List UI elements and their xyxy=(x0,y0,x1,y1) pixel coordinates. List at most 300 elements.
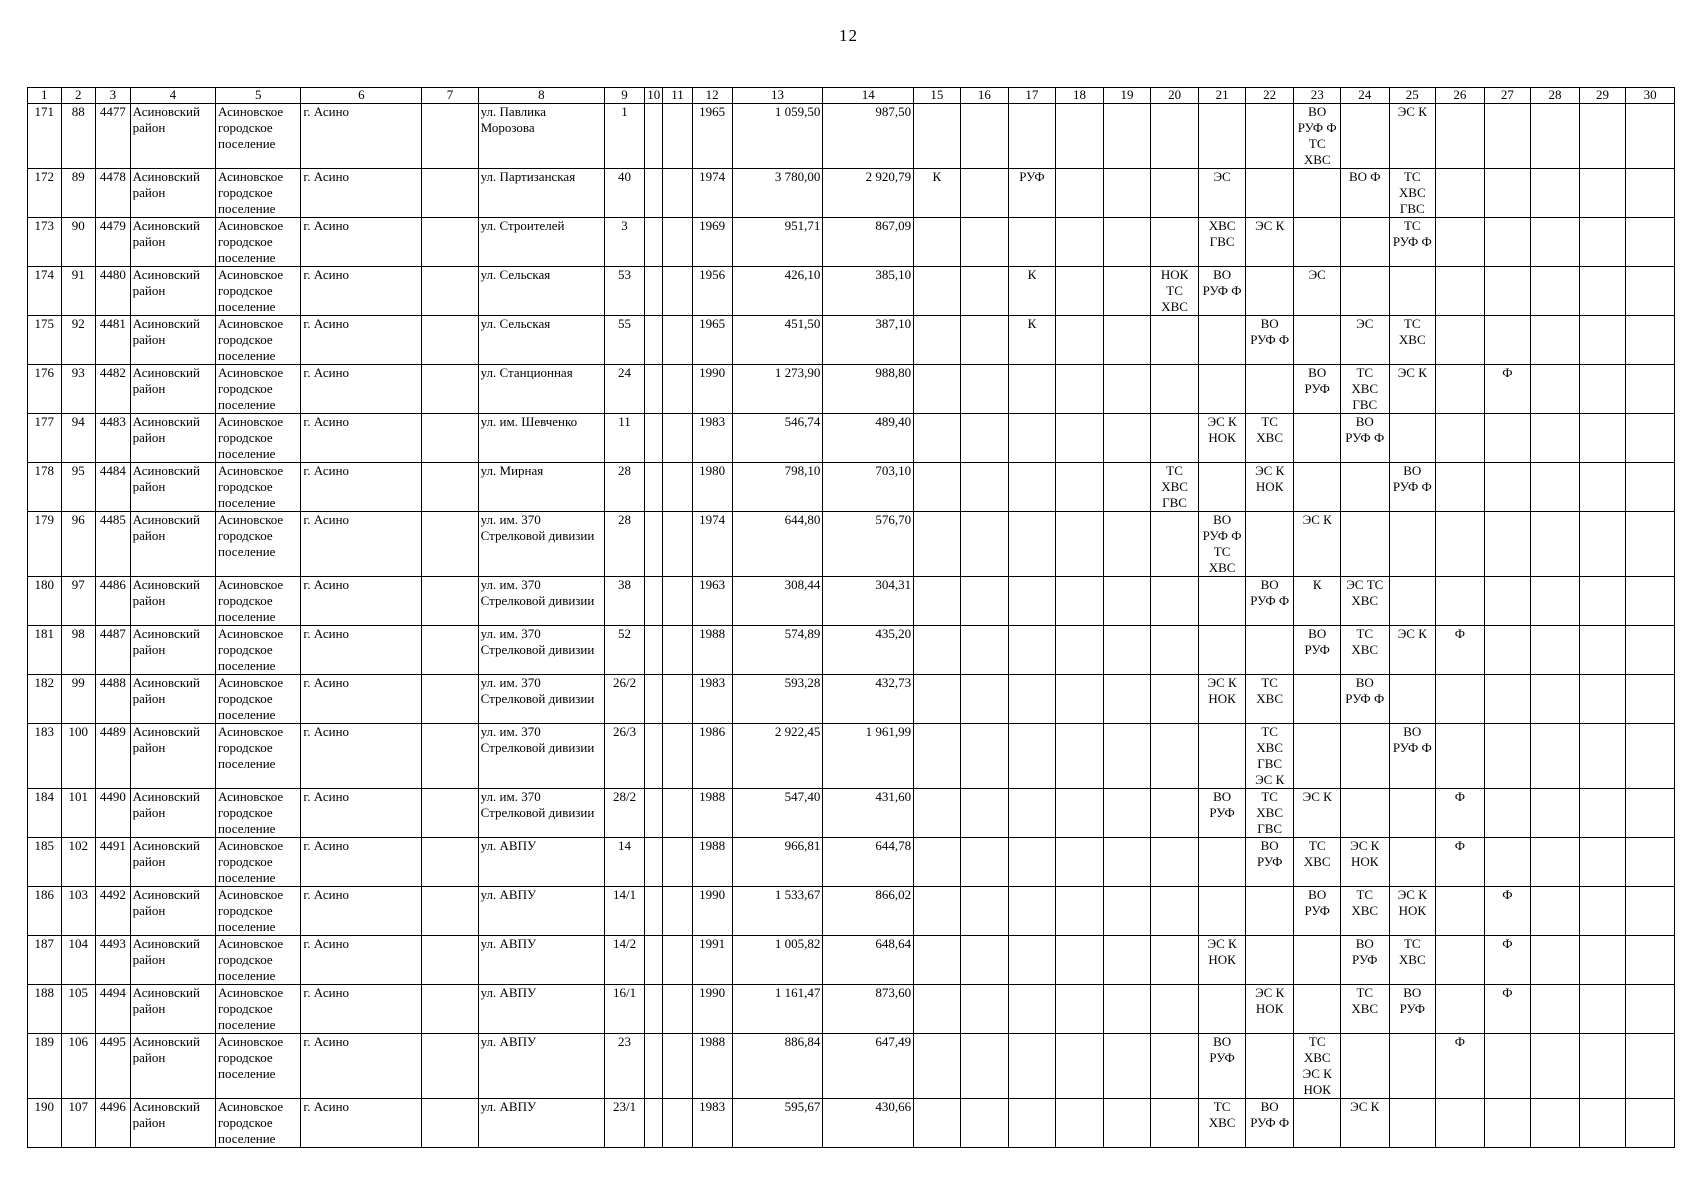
cell-col-1 xyxy=(28,463,62,512)
cell-col-3 xyxy=(96,789,131,838)
cell-col-3 xyxy=(96,218,131,267)
cell-col-9 xyxy=(605,887,645,936)
cell-col-5 xyxy=(216,316,301,365)
cell-col-4 xyxy=(130,577,215,626)
cell-text: 100 xyxy=(68,724,89,739)
cell-text: 574,89 xyxy=(784,626,821,641)
cell-text: 24 xyxy=(618,365,632,380)
cell-col-24 xyxy=(1340,577,1389,626)
cell-col-8 xyxy=(478,985,604,1034)
cell-col-16 xyxy=(960,267,1009,316)
cell-col-23 xyxy=(1294,316,1340,365)
cell-text: ЭС К xyxy=(1255,218,1285,233)
cell-text: ТС ХВС ГВС ЭС К xyxy=(1255,724,1285,787)
cell-col-21 xyxy=(1199,267,1245,316)
cell-col-26 xyxy=(1436,512,1485,577)
cell-col-23 xyxy=(1294,512,1340,577)
cell-col-18 xyxy=(1055,626,1104,675)
cell-col-16 xyxy=(960,463,1009,512)
cell-col-30 xyxy=(1626,218,1675,267)
cell-col-9 xyxy=(605,218,645,267)
cell-col-27 xyxy=(1484,267,1530,316)
cell-col-4 xyxy=(130,838,215,887)
cell-col-27 xyxy=(1484,104,1530,169)
cell-col-20 xyxy=(1150,365,1199,414)
cell-col-15 xyxy=(914,1099,960,1148)
cell-text: ул. АВПУ xyxy=(480,1099,537,1114)
cell-text: 3 780,00 xyxy=(774,169,821,184)
cell-col-24 xyxy=(1340,936,1389,985)
cell-col-23 xyxy=(1294,169,1340,218)
cell-text: ТС ХВС ЭС К НОК xyxy=(1302,1034,1332,1097)
cell-text: ул. им. 370 Стрелковой дивизии xyxy=(480,724,595,755)
table-row xyxy=(28,985,1675,1034)
cell-col-12 xyxy=(692,365,732,414)
cell-col-18 xyxy=(1055,887,1104,936)
cell-col-19 xyxy=(1104,104,1150,169)
column-header-30: 30 xyxy=(1626,88,1675,104)
cell-col-12 xyxy=(692,463,732,512)
cell-col-24 xyxy=(1340,626,1389,675)
cell-col-29 xyxy=(1579,887,1625,936)
cell-col-7 xyxy=(422,316,478,365)
cell-col-26 xyxy=(1436,414,1485,463)
cell-col-6 xyxy=(301,512,422,577)
cell-text: 644,80 xyxy=(784,512,821,527)
cell-col-21 xyxy=(1199,577,1245,626)
cell-col-20 xyxy=(1150,104,1199,169)
cell-col-28 xyxy=(1531,267,1580,316)
cell-col-3 xyxy=(96,838,131,887)
cell-col-11 xyxy=(663,104,692,169)
cell-col-10 xyxy=(645,316,663,365)
cell-text: 105 xyxy=(68,985,89,1000)
cell-col-27 xyxy=(1484,512,1530,577)
cell-text: 14/2 xyxy=(612,936,637,951)
cell-text: 387,10 xyxy=(875,316,912,331)
cell-text: 102 xyxy=(68,838,89,853)
cell-col-28 xyxy=(1531,463,1580,512)
cell-col-7 xyxy=(422,1034,478,1099)
cell-col-14 xyxy=(823,169,914,218)
column-header-17: 17 xyxy=(1009,88,1055,104)
cell-text: 1988 xyxy=(699,626,726,641)
cell-col-22 xyxy=(1245,365,1294,414)
cell-text: ул. Сельская xyxy=(480,267,551,282)
cell-col-23 xyxy=(1294,577,1340,626)
data-table xyxy=(27,87,1675,1148)
cell-col-11 xyxy=(663,316,692,365)
cell-col-5 xyxy=(216,675,301,724)
cell-text: Асиновское городское поселение xyxy=(218,675,284,722)
cell-col-2 xyxy=(61,675,96,724)
cell-col-28 xyxy=(1531,104,1580,169)
cell-col-13 xyxy=(732,577,823,626)
cell-col-10 xyxy=(645,267,663,316)
table-row xyxy=(28,887,1675,936)
cell-text: ул. им. 370 Стрелковой дивизии xyxy=(480,626,595,657)
cell-text: 1 961,99 xyxy=(865,724,912,739)
cell-col-19 xyxy=(1104,365,1150,414)
cell-col-19 xyxy=(1104,169,1150,218)
cell-col-12 xyxy=(692,169,732,218)
cell-col-15 xyxy=(914,838,960,887)
cell-col-9 xyxy=(605,104,645,169)
cell-text: 23/1 xyxy=(612,1099,637,1114)
cell-col-20 xyxy=(1150,887,1199,936)
table-row xyxy=(28,936,1675,985)
cell-text: 867,09 xyxy=(875,218,912,233)
cell-text: Ф xyxy=(1454,789,1465,804)
cell-text: ТС ХВС xyxy=(1398,936,1426,967)
cell-col-21 xyxy=(1199,1099,1245,1148)
cell-text: г. Асино xyxy=(303,675,350,690)
cell-text: Асиновское городское поселение xyxy=(218,463,284,510)
column-header-15: 15 xyxy=(914,88,960,104)
cell-text: 1988 xyxy=(699,1034,726,1049)
cell-text: 873,60 xyxy=(875,985,912,1000)
cell-col-30 xyxy=(1626,985,1675,1034)
cell-col-18 xyxy=(1055,169,1104,218)
cell-col-15 xyxy=(914,577,960,626)
cell-col-20 xyxy=(1150,577,1199,626)
cell-text: 1969 xyxy=(699,218,726,233)
cell-col-26 xyxy=(1436,1099,1485,1148)
cell-col-9 xyxy=(605,577,645,626)
cell-text: 4485 xyxy=(99,512,126,527)
cell-col-28 xyxy=(1531,887,1580,936)
cell-col-16 xyxy=(960,887,1009,936)
cell-col-28 xyxy=(1531,1099,1580,1148)
cell-col-1 xyxy=(28,626,62,675)
cell-col-30 xyxy=(1626,577,1675,626)
cell-col-13 xyxy=(732,267,823,316)
cell-col-28 xyxy=(1531,1034,1580,1099)
cell-text: Ф xyxy=(1454,626,1465,641)
cell-col-4 xyxy=(130,104,215,169)
cell-col-2 xyxy=(61,169,96,218)
column-header-5: 5 xyxy=(216,88,301,104)
cell-col-5 xyxy=(216,724,301,789)
cell-col-19 xyxy=(1104,267,1150,316)
cell-text: 304,31 xyxy=(875,577,912,592)
cell-col-1 xyxy=(28,936,62,985)
cell-col-3 xyxy=(96,626,131,675)
cell-col-11 xyxy=(663,887,692,936)
cell-col-27 xyxy=(1484,936,1530,985)
cell-col-29 xyxy=(1579,104,1625,169)
cell-text: Асиновский район xyxy=(132,1034,200,1065)
cell-col-19 xyxy=(1104,838,1150,887)
cell-text: ЭС К xyxy=(1397,365,1427,380)
cell-text: 1990 xyxy=(699,887,726,902)
cell-col-22 xyxy=(1245,985,1294,1034)
cell-col-7 xyxy=(422,577,478,626)
cell-col-16 xyxy=(960,936,1009,985)
cell-col-22 xyxy=(1245,1099,1294,1148)
cell-col-18 xyxy=(1055,463,1104,512)
cell-col-23 xyxy=(1294,104,1340,169)
cell-text: 11 xyxy=(618,414,631,429)
cell-col-21 xyxy=(1199,169,1245,218)
cell-col-28 xyxy=(1531,724,1580,789)
cell-col-7 xyxy=(422,838,478,887)
cell-col-21 xyxy=(1199,724,1245,789)
cell-col-19 xyxy=(1104,936,1150,985)
cell-col-16 xyxy=(960,675,1009,724)
cell-text: ХВС ГВС xyxy=(1208,218,1236,249)
cell-text: ул. Партизанская xyxy=(480,169,576,184)
cell-col-21 xyxy=(1199,512,1245,577)
cell-col-2 xyxy=(61,316,96,365)
cell-col-29 xyxy=(1579,365,1625,414)
table-row xyxy=(28,463,1675,512)
cell-col-1 xyxy=(28,414,62,463)
cell-text: Асиновское городское поселение xyxy=(218,365,284,412)
cell-text: 798,10 xyxy=(784,463,821,478)
cell-text: 4491 xyxy=(99,838,126,853)
cell-col-8 xyxy=(478,724,604,789)
column-header-12: 12 xyxy=(692,88,732,104)
cell-text: Асиновский район xyxy=(132,675,200,706)
cell-text: ЭС К xyxy=(1397,104,1427,119)
cell-col-25 xyxy=(1389,365,1435,414)
cell-col-16 xyxy=(960,985,1009,1034)
column-header-4: 4 xyxy=(130,88,215,104)
cell-text: ул. Павлика Морозова xyxy=(480,104,546,135)
cell-col-8 xyxy=(478,838,604,887)
cell-col-29 xyxy=(1579,1099,1625,1148)
cell-col-25 xyxy=(1389,414,1435,463)
cell-col-5 xyxy=(216,169,301,218)
cell-col-22 xyxy=(1245,577,1294,626)
cell-text: 95 xyxy=(71,463,85,478)
cell-col-25 xyxy=(1389,512,1435,577)
cell-col-1 xyxy=(28,169,62,218)
cell-col-13 xyxy=(732,414,823,463)
cell-text: ЭС К НОК xyxy=(1397,887,1427,918)
cell-text: 40 xyxy=(618,169,632,184)
cell-col-5 xyxy=(216,1099,301,1148)
cell-text: ВО РУФ Ф xyxy=(1250,316,1290,347)
cell-col-1 xyxy=(28,985,62,1034)
cell-col-24 xyxy=(1340,365,1389,414)
cell-col-28 xyxy=(1531,169,1580,218)
cell-col-1 xyxy=(28,724,62,789)
cell-col-17 xyxy=(1009,838,1055,887)
cell-text: К xyxy=(932,169,942,184)
cell-text: Асиновский район xyxy=(132,577,200,608)
cell-text: 4489 xyxy=(99,724,126,739)
cell-col-2 xyxy=(61,1034,96,1099)
cell-col-10 xyxy=(645,626,663,675)
cell-col-2 xyxy=(61,724,96,789)
cell-col-7 xyxy=(422,414,478,463)
cell-col-10 xyxy=(645,1034,663,1099)
cell-text: г. Асино xyxy=(303,104,350,119)
cell-text: 432,73 xyxy=(875,675,912,690)
cell-text: г. Асино xyxy=(303,1099,350,1114)
cell-col-25 xyxy=(1389,838,1435,887)
cell-text: Асиновское городское поселение xyxy=(218,512,284,559)
cell-col-23 xyxy=(1294,218,1340,267)
cell-text: 1 059,50 xyxy=(774,104,821,119)
cell-text: ВО РУФ Ф xyxy=(1392,724,1432,755)
cell-col-1 xyxy=(28,512,62,577)
cell-col-8 xyxy=(478,365,604,414)
cell-text: ТС ХВС xyxy=(1351,626,1379,657)
cell-col-18 xyxy=(1055,267,1104,316)
table-row xyxy=(28,1034,1675,1099)
cell-text: К xyxy=(1027,267,1037,282)
cell-text: 184 xyxy=(34,789,54,804)
cell-col-14 xyxy=(823,838,914,887)
cell-col-20 xyxy=(1150,267,1199,316)
cell-text: 4486 xyxy=(99,577,126,592)
cell-text: 987,50 xyxy=(875,104,912,119)
table-row xyxy=(28,316,1675,365)
cell-col-17 xyxy=(1009,1034,1055,1099)
cell-col-10 xyxy=(645,936,663,985)
cell-text: 177 xyxy=(34,414,54,429)
cell-col-21 xyxy=(1199,626,1245,675)
cell-col-23 xyxy=(1294,626,1340,675)
cell-text: г. Асино xyxy=(303,512,350,527)
cell-col-27 xyxy=(1484,316,1530,365)
cell-col-21 xyxy=(1199,838,1245,887)
cell-col-2 xyxy=(61,267,96,316)
cell-text: 23 xyxy=(618,1034,632,1049)
table-row xyxy=(28,218,1675,267)
cell-text: 1 533,67 xyxy=(774,887,821,902)
cell-text: 644,78 xyxy=(875,838,912,853)
cell-col-19 xyxy=(1104,463,1150,512)
cell-text: 430,66 xyxy=(875,1099,912,1114)
cell-col-17 xyxy=(1009,789,1055,838)
cell-text: Асиновское городское поселение xyxy=(218,936,284,983)
cell-col-7 xyxy=(422,724,478,789)
cell-col-28 xyxy=(1531,218,1580,267)
cell-col-24 xyxy=(1340,887,1389,936)
cell-text: Асиновский район xyxy=(132,365,200,396)
cell-col-6 xyxy=(301,838,422,887)
cell-text: Асиновский район xyxy=(132,414,200,445)
cell-col-22 xyxy=(1245,789,1294,838)
cell-col-11 xyxy=(663,414,692,463)
cell-text: 98 xyxy=(71,626,85,641)
cell-col-13 xyxy=(732,104,823,169)
cell-col-8 xyxy=(478,626,604,675)
cell-col-14 xyxy=(823,1034,914,1099)
cell-col-4 xyxy=(130,675,215,724)
cell-col-12 xyxy=(692,577,732,626)
cell-col-27 xyxy=(1484,365,1530,414)
cell-col-1 xyxy=(28,218,62,267)
cell-col-9 xyxy=(605,838,645,887)
cell-text: ВО РУФ xyxy=(1352,936,1378,967)
cell-text: Асиновский район xyxy=(132,887,200,918)
cell-text: 1990 xyxy=(699,985,726,1000)
table-row xyxy=(28,724,1675,789)
cell-col-13 xyxy=(732,675,823,724)
cell-text: Асиновский район xyxy=(132,838,200,869)
table-row xyxy=(28,267,1675,316)
cell-col-20 xyxy=(1150,1034,1199,1099)
cell-col-3 xyxy=(96,414,131,463)
cell-col-27 xyxy=(1484,169,1530,218)
cell-text: 173 xyxy=(34,218,54,233)
page-number: 12 xyxy=(839,26,858,45)
cell-col-14 xyxy=(823,936,914,985)
cell-text: НОК ТС ХВС xyxy=(1160,267,1189,314)
cell-col-1 xyxy=(28,104,62,169)
cell-col-28 xyxy=(1531,365,1580,414)
cell-col-19 xyxy=(1104,316,1150,365)
cell-col-24 xyxy=(1340,316,1389,365)
cell-col-10 xyxy=(645,365,663,414)
cell-text: К xyxy=(1312,577,1322,592)
column-header-24: 24 xyxy=(1340,88,1389,104)
cell-text: г. Асино xyxy=(303,789,350,804)
cell-col-20 xyxy=(1150,414,1199,463)
cell-col-18 xyxy=(1055,316,1104,365)
cell-col-26 xyxy=(1436,365,1485,414)
cell-col-17 xyxy=(1009,104,1055,169)
table-row xyxy=(28,512,1675,577)
cell-col-21 xyxy=(1199,218,1245,267)
cell-col-10 xyxy=(645,838,663,887)
cell-col-8 xyxy=(478,218,604,267)
cell-text: ТС ХВС xyxy=(1351,887,1379,918)
cell-col-5 xyxy=(216,887,301,936)
cell-text: 4494 xyxy=(99,985,126,1000)
cell-text: г. Асино xyxy=(303,838,350,853)
cell-col-20 xyxy=(1150,512,1199,577)
cell-text: г. Асино xyxy=(303,626,350,641)
cell-col-3 xyxy=(96,1034,131,1099)
column-header-26: 26 xyxy=(1436,88,1485,104)
cell-col-23 xyxy=(1294,985,1340,1034)
cell-col-5 xyxy=(216,626,301,675)
cell-col-16 xyxy=(960,104,1009,169)
cell-col-7 xyxy=(422,267,478,316)
cell-text: ЭС К НОК xyxy=(1255,463,1285,494)
column-header-13: 13 xyxy=(732,88,823,104)
cell-col-18 xyxy=(1055,838,1104,887)
cell-col-27 xyxy=(1484,414,1530,463)
cell-col-24 xyxy=(1340,838,1389,887)
cell-col-13 xyxy=(732,463,823,512)
cell-text: ЭС К НОК xyxy=(1207,414,1237,445)
cell-col-2 xyxy=(61,789,96,838)
cell-col-6 xyxy=(301,577,422,626)
cell-text: 14 xyxy=(618,838,632,853)
cell-col-6 xyxy=(301,267,422,316)
cell-text: 28 xyxy=(618,463,632,478)
cell-text: 4479 xyxy=(99,218,126,233)
cell-col-8 xyxy=(478,414,604,463)
cell-col-4 xyxy=(130,1099,215,1148)
cell-col-24 xyxy=(1340,724,1389,789)
cell-text: 988,80 xyxy=(875,365,912,380)
cell-col-24 xyxy=(1340,463,1389,512)
cell-text: ул. Сельская xyxy=(480,316,551,331)
cell-col-17 xyxy=(1009,414,1055,463)
table-row xyxy=(28,577,1675,626)
cell-text: 189 xyxy=(34,1034,54,1049)
cell-text: Асиновский район xyxy=(132,512,200,543)
cell-col-4 xyxy=(130,936,215,985)
